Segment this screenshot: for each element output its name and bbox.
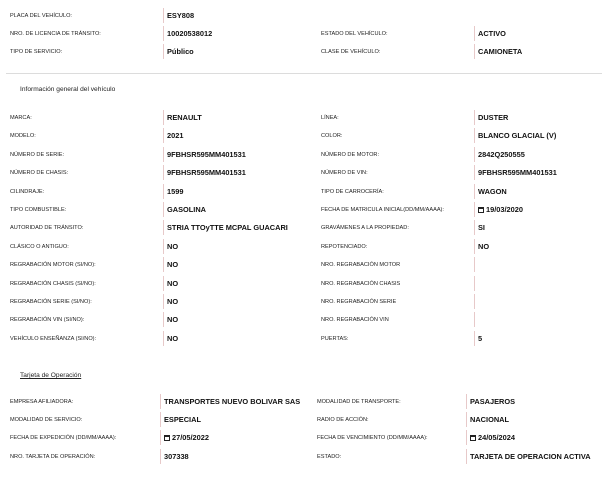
field-label: FECHA DE VENCIMIENTO (DD/MM/AAAA): <box>317 435 428 442</box>
field-value: WAGON <box>474 184 507 199</box>
field-label: VEHÍCULO ENSEÑANZA (SI/NO): <box>10 335 97 342</box>
field-value: TRANSPORTES NUEVO BOLIVAR SAS <box>160 394 300 409</box>
field-value <box>466 430 515 445</box>
field-value: NO <box>163 331 178 346</box>
field-label: TIPO COMBUSTIBLE: <box>10 207 67 213</box>
field-label: NÚMERO DE MOTOR: <box>321 151 380 158</box>
field-value: STRIA TTOyTTE MCPAL GUACARI <box>163 220 288 235</box>
field-value: TARJETA DE OPERACION ACTIVA <box>466 449 591 464</box>
field-value <box>474 294 478 309</box>
field-label: FECHA DE EXPEDICIÓN (DD/MM/AAAA): <box>10 435 117 442</box>
field-label: REPOTENCIADO: <box>321 243 368 250</box>
section-divider <box>6 73 602 74</box>
field-label: CLÁSICO O ANTIGUO: <box>10 243 69 250</box>
field-value: NACIONAL <box>466 412 509 427</box>
field-value: NO <box>163 276 178 291</box>
field-value: BLANCO GLACIAL (V) <box>474 128 556 143</box>
field-value <box>474 257 478 272</box>
field-value <box>474 202 523 217</box>
field-label: GRAVÁMENES A LA PROPIEDAD: <box>321 225 409 232</box>
plate-value: ESY808 <box>163 8 194 23</box>
service-type-label: TIPO DE SERVICIO: <box>10 49 63 55</box>
field-label: NRO. TARJETA DE OPERACIÓN: <box>10 453 96 460</box>
field-value: 9FBHSR595MM401531 <box>163 147 246 162</box>
field-value: ESPECIAL <box>160 412 201 427</box>
calendar-icon <box>164 435 170 441</box>
field-value: SI <box>474 220 485 235</box>
vehicle-status-label: ESTADO DEL VEHÍCULO: <box>321 31 388 37</box>
field-label: ESTADO: <box>317 453 342 460</box>
field-value: PASAJEROS <box>466 394 515 409</box>
calendar-icon <box>478 207 484 213</box>
field-label: NRO. REGRABACIÓN MOTOR <box>321 262 401 269</box>
field-label: COLOR: <box>321 133 343 140</box>
field-value: DUSTER <box>474 110 508 125</box>
vehicle-class-value: CAMIONETA <box>474 44 522 59</box>
field-label: FECHA DE MATRICULA INICIAL(DD/MM/AAAA): <box>321 207 444 213</box>
vehicle-class-label: CLASE DE VEHÍCULO: <box>321 49 381 55</box>
field-label: MODALIDAD DE SERVICIO: <box>10 417 83 424</box>
license-value: 10020538012 <box>163 26 212 41</box>
field-value <box>474 312 478 327</box>
field-value: RENAULT <box>163 110 202 125</box>
field-value: NO <box>474 239 489 254</box>
field-label: RADIO DE ACCIÓN: <box>317 417 369 424</box>
general-info-title: Información general del vehículo <box>20 86 116 93</box>
field-value: GASOLINA <box>163 202 206 217</box>
vehicle-status-value: ACTIVO <box>474 26 506 41</box>
field-value: 9FBHSR595MM401531 <box>474 165 557 180</box>
field-label: NRO. REGRABACIÓN CHASIS <box>321 280 401 287</box>
field-label: REGRABACIÓN VIN (SI/NO): <box>10 317 85 324</box>
field-label: NÚMERO DE CHASIS: <box>10 170 69 177</box>
field-value <box>474 276 478 291</box>
field-value: 307338 <box>160 449 189 464</box>
field-value: 1599 <box>163 184 183 199</box>
field-value: NO <box>163 294 178 309</box>
field-label: REGRABACIÓN SERIE (SI/NO): <box>10 299 92 305</box>
field-label: REGRABACIÓN MOTOR (SI/NO): <box>10 262 96 269</box>
field-value: NO <box>163 312 178 327</box>
field-label: LÍNEA: <box>321 115 339 121</box>
field-label: EMPRESA AFILIADORA: <box>10 399 74 405</box>
field-value-text: 24/05/2024 <box>478 433 515 443</box>
field-value <box>160 430 209 445</box>
operation-card-title: Tarjeta de Operación <box>20 372 82 379</box>
field-label: NÚMERO DE SERIE: <box>10 151 65 158</box>
field-label: NRO. REGRABACIÓN SERIE <box>321 299 397 305</box>
plate-label: PLACA DEL VEHÍCULO: <box>10 13 72 19</box>
field-label: MODALIDAD DE TRANSPORTE: <box>317 399 401 405</box>
field-label: CILINDRAJE: <box>10 188 45 195</box>
field-label: MARCA: <box>10 115 32 121</box>
service-type-value: Público <box>163 44 194 59</box>
field-label: PUERTAS: <box>321 335 349 342</box>
field-value: NO <box>163 239 178 254</box>
field-label: NÚMERO DE VIN: <box>321 170 368 177</box>
field-value-text: 27/05/2022 <box>172 433 209 443</box>
field-label: AUTORIDAD DE TRÁNSITO: <box>10 225 84 232</box>
field-label: REGRABACIÓN CHASIS (SI/NO): <box>10 280 96 287</box>
field-value: NO <box>163 257 178 272</box>
field-value-text: 19/03/2020 <box>486 205 523 214</box>
field-label: TIPO DE CARROCERÍA: <box>321 188 384 195</box>
field-value: 5 <box>474 331 482 346</box>
field-value: 2842Q250555 <box>474 147 525 162</box>
field-value: 2021 <box>163 128 183 143</box>
license-label: NRO. DE LICENCIA DE TRÁNSITO: <box>10 31 101 37</box>
calendar-icon <box>470 435 476 441</box>
field-label: NRO. REGRABACIÓN VIN <box>321 317 389 324</box>
field-value: 9FBHSR595MM401531 <box>163 165 246 180</box>
field-label: MODELO: <box>10 133 36 140</box>
